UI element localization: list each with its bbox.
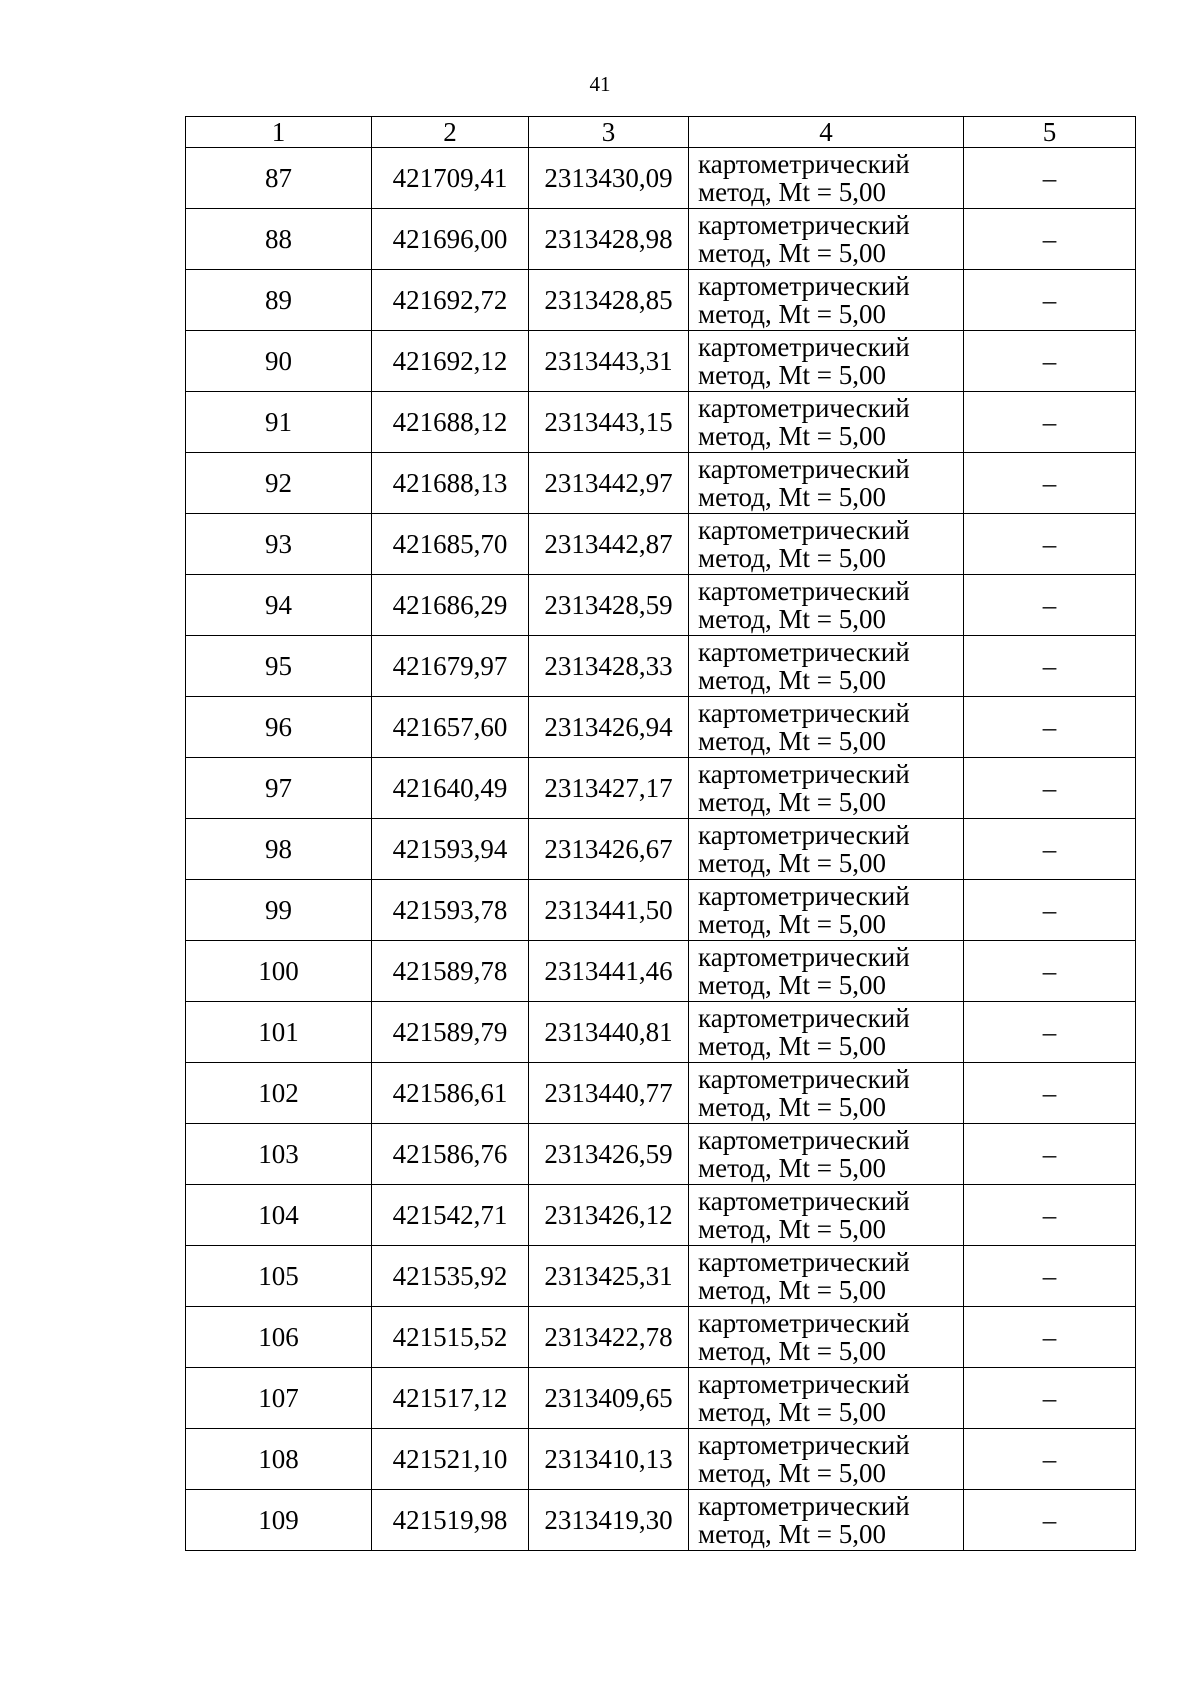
method-name: картометрический	[698, 637, 910, 667]
column-header-2: 2	[372, 117, 529, 148]
column-5-cell: –	[964, 941, 1136, 1002]
method-cell	[689, 1002, 964, 1063]
column-5-cell: –	[964, 1307, 1136, 1368]
y-coordinate-cell: 2313426,12	[529, 1185, 689, 1246]
point-number-cell: 97	[186, 758, 372, 819]
method-cell	[689, 148, 964, 209]
method-accuracy: метод, Mt = 5,00	[698, 299, 886, 329]
point-number-cell: 92	[186, 453, 372, 514]
method-name: картометрический	[698, 1491, 910, 1521]
method-name: картометрический	[698, 698, 910, 728]
method-name: картометрический	[698, 210, 910, 240]
table-row	[186, 1185, 1136, 1246]
x-coordinate-cell: 421593,78	[372, 880, 529, 941]
column-header-4: 4	[689, 117, 964, 148]
method-name: картометрический	[698, 1125, 910, 1155]
y-coordinate-cell: 2313443,31	[529, 331, 689, 392]
method-name: картометрический	[698, 149, 910, 179]
x-coordinate-cell: 421521,10	[372, 1429, 529, 1490]
method-name: картометрический	[698, 820, 910, 850]
column-5-cell: –	[964, 636, 1136, 697]
method-accuracy: метод, Mt = 5,00	[698, 1214, 886, 1244]
method-name: картометрический	[698, 1430, 910, 1460]
y-coordinate-cell: 2313442,97	[529, 453, 689, 514]
x-coordinate-cell: 421535,92	[372, 1246, 529, 1307]
point-number-cell: 94	[186, 575, 372, 636]
table-row	[186, 1429, 1136, 1490]
point-number-cell: 103	[186, 1124, 372, 1185]
table-row	[186, 1063, 1136, 1124]
x-coordinate-cell: 421692,72	[372, 270, 529, 331]
method-accuracy: метод, Mt = 5,00	[698, 1397, 886, 1427]
table-row	[186, 1246, 1136, 1307]
table-row	[186, 148, 1136, 209]
method-name: картометрический	[698, 393, 910, 423]
y-coordinate-cell: 2313443,15	[529, 392, 689, 453]
method-cell	[689, 880, 964, 941]
table-row	[186, 392, 1136, 453]
method-name: картометрический	[698, 942, 910, 972]
method-cell	[689, 331, 964, 392]
point-number-cell: 107	[186, 1368, 372, 1429]
y-coordinate-cell: 2313428,85	[529, 270, 689, 331]
x-coordinate-cell: 421688,12	[372, 392, 529, 453]
table-body	[186, 148, 1136, 1551]
column-5-cell: –	[964, 880, 1136, 941]
x-coordinate-cell: 421688,13	[372, 453, 529, 514]
method-accuracy: метод, Mt = 5,00	[698, 177, 886, 207]
method-cell	[689, 1368, 964, 1429]
y-coordinate-cell: 2313426,59	[529, 1124, 689, 1185]
table-row	[186, 575, 1136, 636]
method-name: картометрический	[698, 1369, 910, 1399]
method-accuracy: метод, Mt = 5,00	[698, 604, 886, 634]
column-5-cell: –	[964, 1490, 1136, 1551]
column-5-cell: –	[964, 1063, 1136, 1124]
point-number-cell: 109	[186, 1490, 372, 1551]
method-name: картометрический	[698, 1247, 910, 1277]
y-coordinate-cell: 2313428,59	[529, 575, 689, 636]
x-coordinate-cell: 421519,98	[372, 1490, 529, 1551]
table-row	[186, 697, 1136, 758]
method-cell	[689, 758, 964, 819]
table-row	[186, 1124, 1136, 1185]
x-coordinate-cell: 421589,79	[372, 1002, 529, 1063]
x-coordinate-cell: 421515,52	[372, 1307, 529, 1368]
method-cell	[689, 453, 964, 514]
y-coordinate-cell: 2313442,87	[529, 514, 689, 575]
column-5-cell: –	[964, 331, 1136, 392]
x-coordinate-cell: 421696,00	[372, 209, 529, 270]
x-coordinate-cell: 421686,29	[372, 575, 529, 636]
column-5-cell: –	[964, 1246, 1136, 1307]
column-5-cell: –	[964, 575, 1136, 636]
table-row	[186, 209, 1136, 270]
method-accuracy: метод, Mt = 5,00	[698, 238, 886, 268]
table-row	[186, 453, 1136, 514]
method-cell	[689, 1063, 964, 1124]
method-accuracy: метод, Mt = 5,00	[698, 848, 886, 878]
point-number-cell: 104	[186, 1185, 372, 1246]
column-5-cell: –	[964, 1002, 1136, 1063]
method-cell	[689, 270, 964, 331]
point-number-cell: 89	[186, 270, 372, 331]
column-5-cell: –	[964, 209, 1136, 270]
method-accuracy: метод, Mt = 5,00	[698, 543, 886, 573]
column-5-cell: –	[964, 514, 1136, 575]
point-number-cell: 105	[186, 1246, 372, 1307]
table-row	[186, 1490, 1136, 1551]
point-number-cell: 88	[186, 209, 372, 270]
y-coordinate-cell: 2313422,78	[529, 1307, 689, 1368]
y-coordinate-cell: 2313428,98	[529, 209, 689, 270]
table-row	[186, 758, 1136, 819]
method-accuracy: метод, Mt = 5,00	[698, 1153, 886, 1183]
point-number-cell: 100	[186, 941, 372, 1002]
method-accuracy: метод, Mt = 5,00	[698, 726, 886, 756]
point-number-cell: 96	[186, 697, 372, 758]
method-cell	[689, 209, 964, 270]
table-row	[186, 941, 1136, 1002]
y-coordinate-cell: 2313441,50	[529, 880, 689, 941]
table-row	[186, 270, 1136, 331]
x-coordinate-cell: 421657,60	[372, 697, 529, 758]
table-header-row	[186, 117, 1136, 148]
method-name: картометрический	[698, 1064, 910, 1094]
method-accuracy: метод, Mt = 5,00	[698, 482, 886, 512]
table-row	[186, 636, 1136, 697]
method-accuracy: метод, Mt = 5,00	[698, 1092, 886, 1122]
column-5-cell: –	[964, 392, 1136, 453]
method-name: картометрический	[698, 1308, 910, 1338]
method-name: картометрический	[698, 271, 910, 301]
column-header-3: 3	[529, 117, 689, 148]
table-row	[186, 819, 1136, 880]
y-coordinate-cell: 2313427,17	[529, 758, 689, 819]
point-number-cell: 98	[186, 819, 372, 880]
method-accuracy: метод, Mt = 5,00	[698, 665, 886, 695]
method-cell	[689, 1307, 964, 1368]
column-5-cell: –	[964, 1368, 1136, 1429]
column-header-1: 1	[186, 117, 372, 148]
method-accuracy: метод, Mt = 5,00	[698, 1336, 886, 1366]
method-accuracy: метод, Mt = 5,00	[698, 421, 886, 451]
method-cell	[689, 575, 964, 636]
method-name: картометрический	[698, 1003, 910, 1033]
y-coordinate-cell: 2313410,13	[529, 1429, 689, 1490]
x-coordinate-cell: 421640,49	[372, 758, 529, 819]
x-coordinate-cell: 421685,70	[372, 514, 529, 575]
point-number-cell: 87	[186, 148, 372, 209]
point-number-cell: 93	[186, 514, 372, 575]
column-header-5: 5	[964, 117, 1136, 148]
x-coordinate-cell: 421709,41	[372, 148, 529, 209]
column-5-cell: –	[964, 1124, 1136, 1185]
y-coordinate-cell: 2313425,31	[529, 1246, 689, 1307]
table-row	[186, 1307, 1136, 1368]
table-row	[186, 1002, 1136, 1063]
table-row	[186, 331, 1136, 392]
method-name: картометрический	[698, 515, 910, 545]
method-accuracy: метод, Mt = 5,00	[698, 1519, 886, 1549]
x-coordinate-cell: 421586,76	[372, 1124, 529, 1185]
point-number-cell: 101	[186, 1002, 372, 1063]
method-name: картометрический	[698, 454, 910, 484]
method-accuracy: метод, Mt = 5,00	[698, 909, 886, 939]
column-5-cell: –	[964, 758, 1136, 819]
y-coordinate-cell: 2313409,65	[529, 1368, 689, 1429]
table-row	[186, 880, 1136, 941]
column-5-cell: –	[964, 1429, 1136, 1490]
y-coordinate-cell: 2313440,81	[529, 1002, 689, 1063]
method-cell	[689, 1246, 964, 1307]
table-row	[186, 514, 1136, 575]
page-number: 41	[589, 72, 611, 96]
y-coordinate-cell: 2313426,94	[529, 697, 689, 758]
point-number-cell: 90	[186, 331, 372, 392]
method-name: картометрический	[698, 1186, 910, 1216]
x-coordinate-cell: 421593,94	[372, 819, 529, 880]
x-coordinate-cell: 421517,12	[372, 1368, 529, 1429]
y-coordinate-cell: 2313440,77	[529, 1063, 689, 1124]
y-coordinate-cell: 2313428,33	[529, 636, 689, 697]
point-number-cell: 108	[186, 1429, 372, 1490]
point-number-cell: 95	[186, 636, 372, 697]
method-cell	[689, 697, 964, 758]
method-cell	[689, 1490, 964, 1551]
method-cell	[689, 1429, 964, 1490]
method-accuracy: метод, Mt = 5,00	[698, 1031, 886, 1061]
method-cell	[689, 636, 964, 697]
method-accuracy: метод, Mt = 5,00	[698, 787, 886, 817]
method-accuracy: метод, Mt = 5,00	[698, 1458, 886, 1488]
method-accuracy: метод, Mt = 5,00	[698, 360, 886, 390]
x-coordinate-cell: 421586,61	[372, 1063, 529, 1124]
method-name: картометрический	[698, 881, 910, 911]
method-cell	[689, 392, 964, 453]
y-coordinate-cell: 2313430,09	[529, 148, 689, 209]
column-5-cell: –	[964, 453, 1136, 514]
method-name: картометрический	[698, 576, 910, 606]
x-coordinate-cell: 421692,12	[372, 331, 529, 392]
column-5-cell: –	[964, 148, 1136, 209]
method-name: картометрический	[698, 759, 910, 789]
method-cell	[689, 1124, 964, 1185]
column-5-cell: –	[964, 819, 1136, 880]
method-cell	[689, 819, 964, 880]
point-number-cell: 102	[186, 1063, 372, 1124]
y-coordinate-cell: 2313419,30	[529, 1490, 689, 1551]
y-coordinate-cell: 2313426,67	[529, 819, 689, 880]
method-accuracy: метод, Mt = 5,00	[698, 970, 886, 1000]
method-cell	[689, 1185, 964, 1246]
method-cell	[689, 941, 964, 1002]
x-coordinate-cell: 421589,78	[372, 941, 529, 1002]
point-number-cell: 106	[186, 1307, 372, 1368]
method-name: картометрический	[698, 332, 910, 362]
y-coordinate-cell: 2313441,46	[529, 941, 689, 1002]
x-coordinate-cell: 421679,97	[372, 636, 529, 697]
method-accuracy: метод, Mt = 5,00	[698, 1275, 886, 1305]
column-5-cell: –	[964, 270, 1136, 331]
coordinates-table	[185, 116, 1136, 1551]
point-number-cell: 99	[186, 880, 372, 941]
table-row	[186, 1368, 1136, 1429]
point-number-cell: 91	[186, 392, 372, 453]
column-5-cell: –	[964, 1185, 1136, 1246]
x-coordinate-cell: 421542,71	[372, 1185, 529, 1246]
method-cell	[689, 514, 964, 575]
column-5-cell: –	[964, 697, 1136, 758]
